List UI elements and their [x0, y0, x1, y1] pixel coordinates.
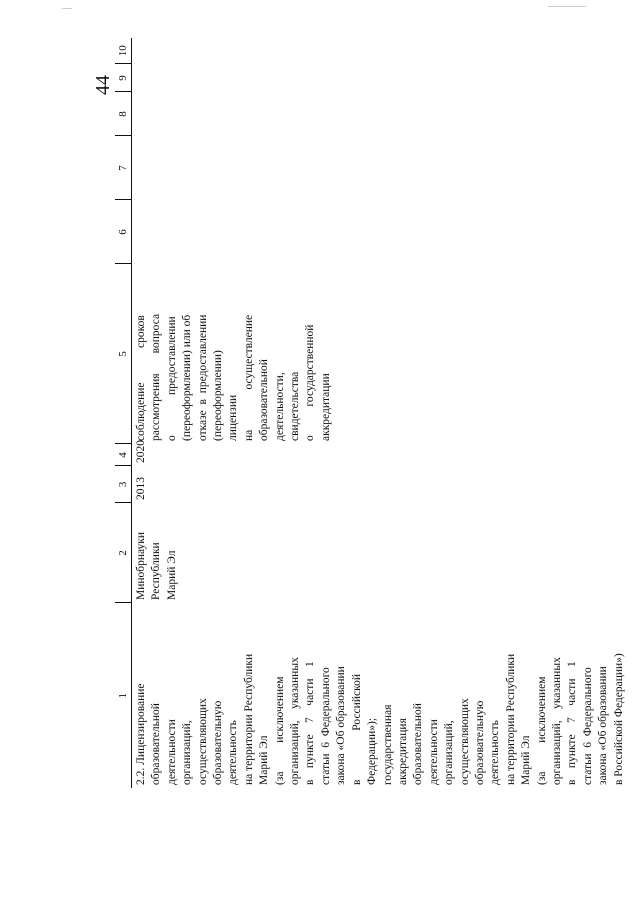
cell-line: свидетельства: [289, 371, 302, 441]
header-col-5: 5: [115, 264, 132, 444]
cell-line: Марий Эл: [258, 735, 271, 785]
cell-line: организаций, указанных: [550, 657, 563, 785]
cell-line: в Российской: [350, 674, 363, 785]
cell-line: статьи 6 Федерального: [581, 667, 594, 785]
cell-line: статьи 6 Федерального: [319, 667, 332, 785]
cell-line: (переоформлении): [212, 350, 225, 441]
header-col-6: 6: [115, 200, 132, 264]
cell-line: осуществляющих: [196, 698, 209, 785]
rotated-table-container: [115, 38, 625, 788]
cell-line: Федерации»);: [366, 717, 379, 785]
table-row: [132, 38, 628, 788]
cell-line: на территории Республики: [242, 653, 255, 785]
cell-line: деятельности: [165, 719, 178, 785]
header-col-1: 1: [115, 603, 132, 788]
cell-start-year: 2013: [135, 477, 147, 500]
cell-col-8: [132, 92, 628, 136]
cell-line: Марий Эл: [165, 550, 178, 600]
cell-line: (переоформлении) или об: [181, 314, 194, 441]
cell-line: организаций,: [181, 720, 194, 785]
cell-line: в пункте 7 части 1: [304, 661, 317, 785]
cell-end-year: 2020: [135, 440, 147, 463]
cell-line: лицензии: [227, 394, 240, 441]
cell-line: отказе в предоставлении: [196, 314, 209, 441]
cell-line: на территории Республики: [504, 653, 517, 785]
cell-line: деятельности: [427, 719, 440, 785]
cell-line: соблюдение сроков: [135, 315, 147, 441]
cell-line: осуществляющих: [458, 698, 471, 785]
cell-line: образовательную: [473, 700, 486, 785]
cell-activity: [132, 603, 628, 788]
cell-line: Марий Эл: [520, 735, 533, 785]
cell-line: образовательную: [212, 700, 225, 785]
scan-mark-top-right: [548, 6, 586, 7]
cell-line: Республики: [150, 542, 163, 600]
header-col-9: 9: [115, 64, 132, 92]
cell-indicator: [132, 264, 628, 444]
cell-col-10: [132, 38, 628, 64]
cell-line: в Российской Федерации»): [612, 653, 625, 785]
header-col-10: 10: [115, 38, 132, 64]
cell-line: деятельность: [227, 720, 240, 785]
cell-line: образовательной: [258, 359, 271, 441]
cell-line: в пункте 7 части 1: [566, 661, 579, 785]
cell-line: аккредитация: [396, 718, 409, 785]
cell-line: (за исключением: [535, 676, 548, 785]
cell-line: образовательной: [412, 703, 425, 785]
scan-mark-top-left: [62, 8, 72, 9]
header-row: [115, 38, 132, 788]
cell-line: о государственной: [304, 324, 317, 441]
cell-line: образовательной: [150, 703, 163, 785]
cell-responsible-body: [132, 503, 628, 603]
cell-line: организаций,: [443, 720, 456, 785]
header-col-3: 3: [115, 466, 132, 503]
cell-line: рассмотрения вопроса: [150, 313, 163, 441]
cell-col-9: [132, 64, 628, 92]
cell-line: Минобрнауки: [135, 531, 147, 600]
cell-line: 2.2. Лицензирование: [135, 683, 147, 785]
cell-line: аккредитации: [319, 373, 332, 441]
cell-line: о предоставлении: [165, 316, 178, 441]
cell-line: на осуществление: [242, 314, 255, 441]
cell-line: закона «Об образовании: [335, 666, 348, 785]
page-number: 44: [92, 75, 114, 95]
header-col-4: 4: [115, 444, 132, 466]
indicators-table: [115, 38, 627, 788]
cell-line: организаций, указанных: [289, 657, 302, 785]
cell-line: государственная: [381, 704, 394, 785]
cell-line: деятельности,: [273, 372, 286, 441]
cell-line: деятельность: [489, 720, 502, 785]
header-col-7: 7: [115, 136, 132, 200]
cell-col-7: [132, 136, 628, 200]
cell-line: (за исключением: [273, 676, 286, 785]
cell-line: закона «Об образовании: [597, 666, 610, 785]
header-col-2: 2: [115, 503, 132, 603]
cell-col-6: [132, 200, 628, 264]
header-col-8: 8: [115, 92, 132, 136]
